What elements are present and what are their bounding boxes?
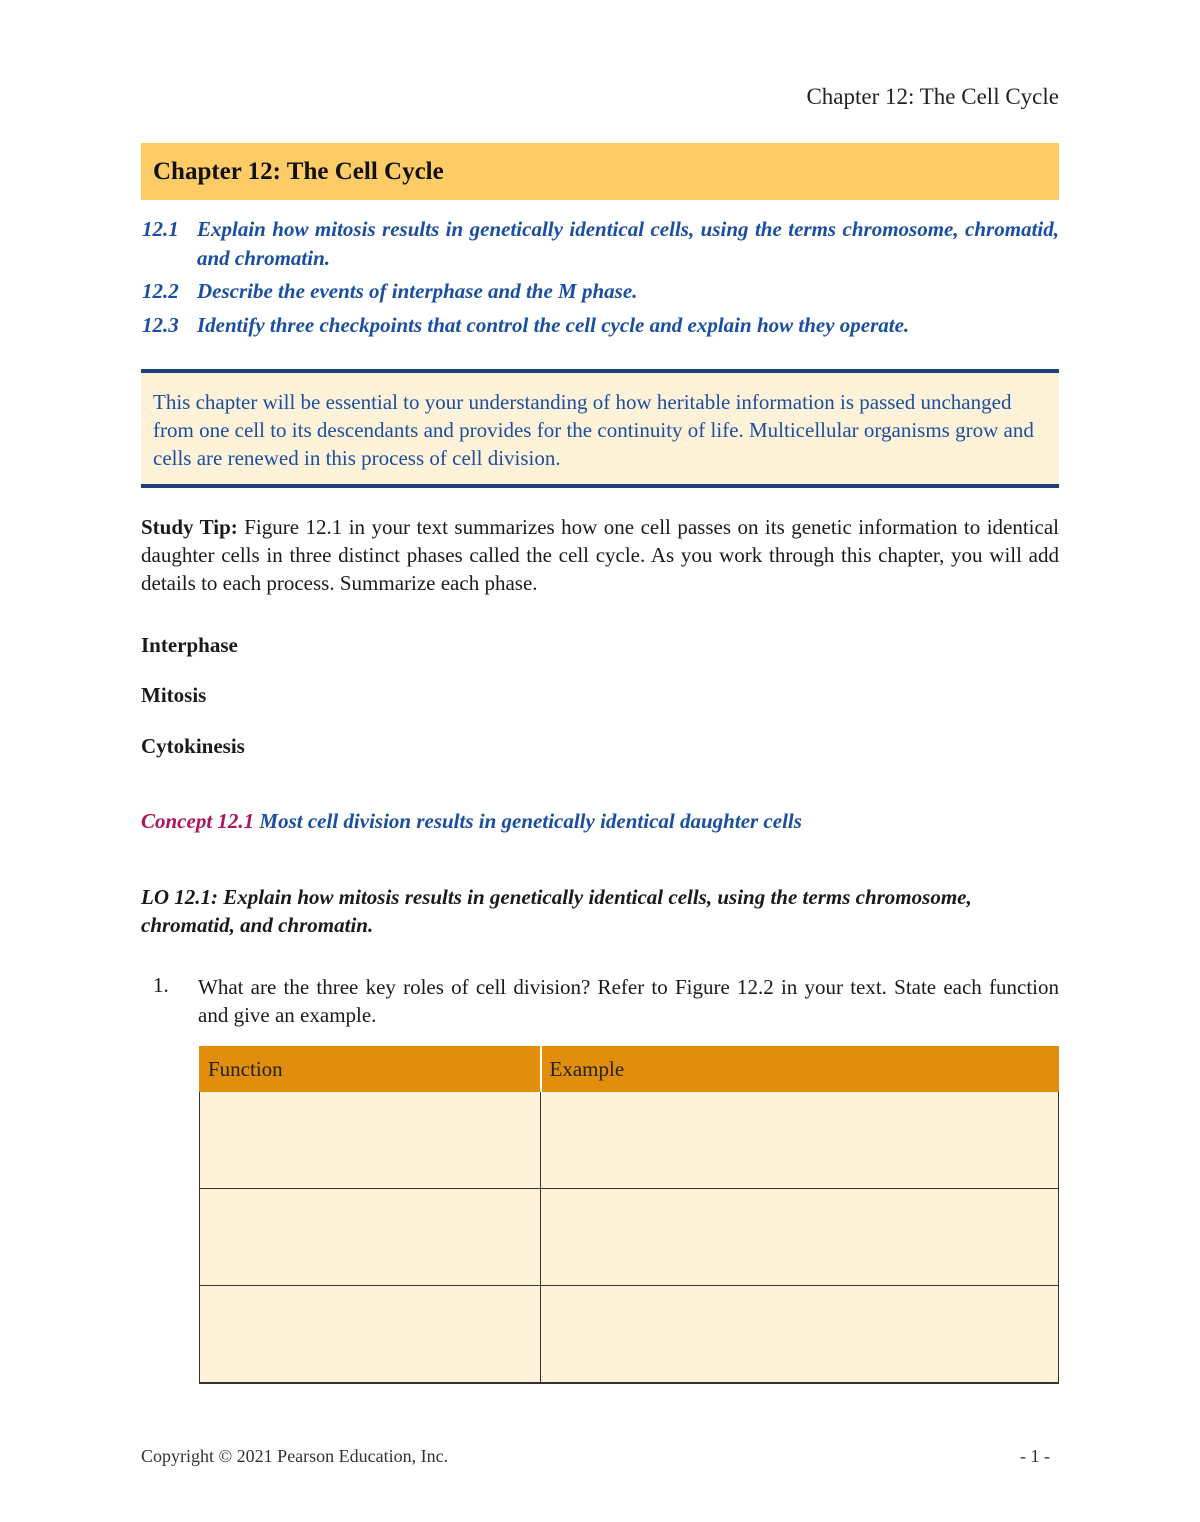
- running-header: Chapter 12: The Cell Cycle: [806, 84, 1059, 109]
- study-tip-text: Figure 12.1 in your text summarizes how one cell passes on its genetic information to identical daughter cells in three distinct phases called the cell cycle. As you work through this chapter, you will add details to each process. Summarize each phase.: [141, 515, 1059, 595]
- footer-page-number: - 1 -: [1020, 1446, 1050, 1466]
- example-answer-cell[interactable]: [541, 1286, 1059, 1384]
- learning-objective-heading: LO 12.1: Explain how mitosis results in genetically identical cells, using the terms chromosome, chromatid, and chromatin.: [141, 885, 972, 937]
- table-row: [200, 1189, 1059, 1286]
- function-answer-cell[interactable]: [200, 1092, 541, 1189]
- question-number: 1.: [153, 973, 169, 997]
- concept-heading: [141, 809, 802, 834]
- objective-number: 12.3: [142, 313, 179, 337]
- chapter-title-banner: [141, 143, 1059, 200]
- study-tip-label: Study Tip:: [141, 515, 238, 539]
- chapter-overview-callout: [141, 369, 1059, 488]
- phase-cytokinesis: Cytokinesis: [141, 734, 245, 758]
- function-answer-cell[interactable]: [200, 1286, 541, 1384]
- concept-text: Most cell division results in genetically identical daughter cells: [259, 809, 802, 833]
- column-header-example: Example: [541, 1047, 1059, 1092]
- objective-number: 12.2: [142, 279, 179, 303]
- objective-text: Identify three checkpoints that control the cell cycle and explain how they operate.: [197, 313, 910, 337]
- callout-text: This chapter will be essential to your understanding of how heritable information is passed unchanged from one cell to its descendants and provides for the continuity of life. Multicellular organisms grow and cells are renewed in this process of cell division.: [153, 390, 1034, 470]
- table-row: [200, 1286, 1059, 1384]
- cell-division-roles-table: [199, 1046, 1059, 1384]
- objective-number: 12.1: [142, 217, 179, 241]
- table-header-row: [200, 1047, 1059, 1092]
- example-answer-cell[interactable]: [541, 1189, 1059, 1286]
- objective-text: Explain how mitosis results in genetically identical cells, using the terms chromosome, chromatid, and chromatin.: [197, 217, 1059, 270]
- footer-copyright: Copyright © 2021 Pearson Education, Inc.: [141, 1446, 449, 1466]
- phase-interphase: Interphase: [141, 633, 238, 657]
- objective-text: Describe the events of interphase and the M phase.: [197, 279, 638, 303]
- phase-mitosis: Mitosis: [141, 683, 207, 707]
- objective-12-1: [141, 215, 1059, 273]
- question-text: What are the three key roles of cell division? Refer to Figure 12.2 in your text. State each function and give an example.: [198, 975, 1059, 1027]
- study-tip: [141, 513, 1059, 597]
- chapter-title: Chapter 12: The Cell Cycle: [153, 157, 444, 185]
- objective-12-3: [141, 311, 1059, 340]
- objective-12-2: [141, 277, 1059, 306]
- function-answer-cell[interactable]: [200, 1189, 541, 1286]
- column-header-function: Function: [200, 1047, 541, 1092]
- example-answer-cell[interactable]: [541, 1092, 1059, 1189]
- concept-label: Concept 12.1: [141, 809, 255, 833]
- table-row: [200, 1092, 1059, 1189]
